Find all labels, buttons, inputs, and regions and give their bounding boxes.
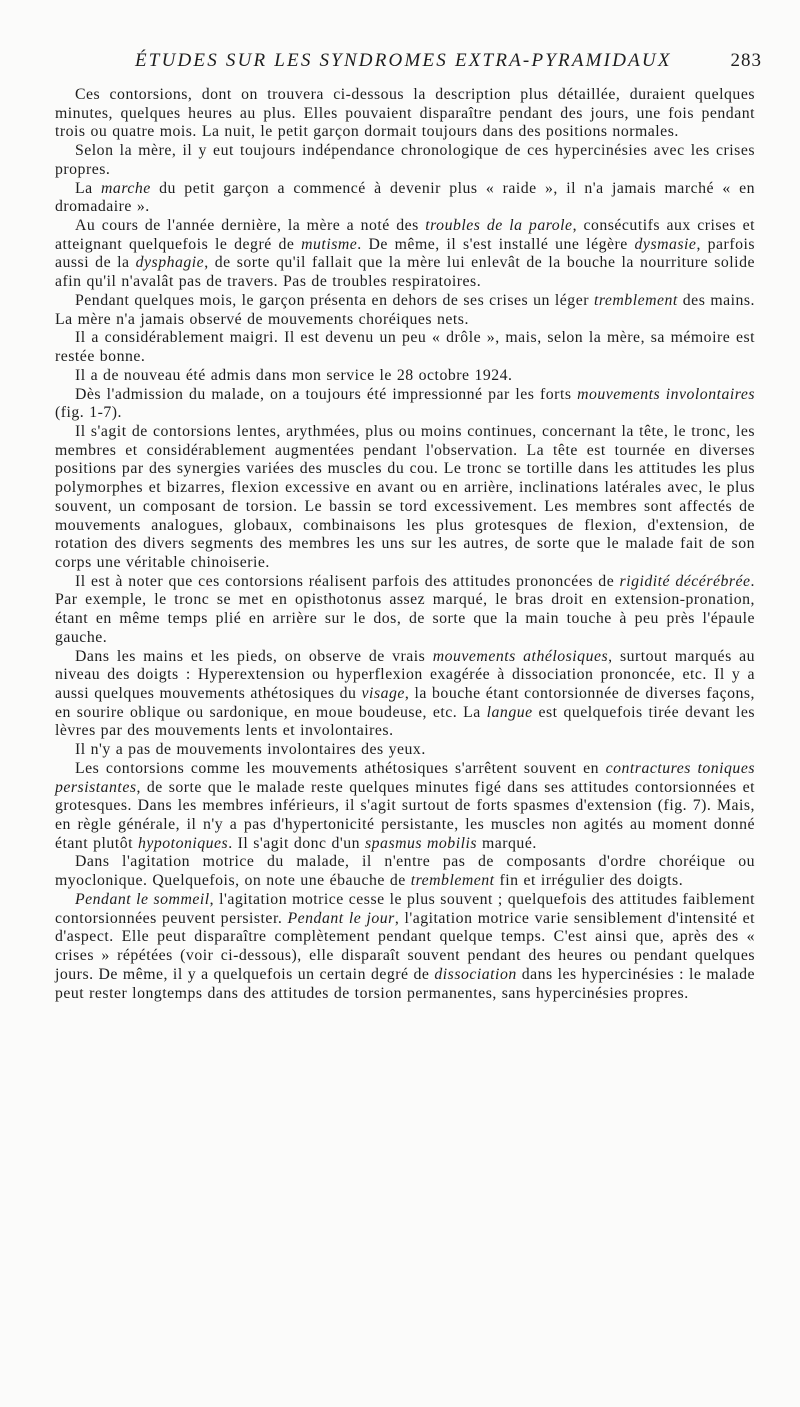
italic-term: spasmus mobilis xyxy=(365,834,478,852)
text-run: Il a considérablement maigri. Il est devenu un peu « drôle », mais, selon la mère, sa mémoire est restée bonne. xyxy=(55,329,755,366)
paragraph-tonic-contractures xyxy=(55,760,755,854)
paragraph-athetosic-movements xyxy=(55,648,755,742)
paragraph-weight-loss xyxy=(55,329,755,366)
italic-term: Pendant le jour xyxy=(287,909,395,927)
text-run: La xyxy=(75,179,102,197)
text-run: (fig. 1-7). xyxy=(55,404,122,422)
text-run: Dans l'agitation motrice du malade, il n'entre pas de composants d'ordre choréique ou myoclonique. Quelquefois, on note une ébauche de xyxy=(55,853,755,890)
paragraph-tremor xyxy=(55,292,755,329)
text-run: Dès l'admission du malade, on a toujours été impressionné par les forts xyxy=(75,385,578,403)
text-run: Il n'y a pas de mouvements involontaires des yeux. xyxy=(75,741,426,759)
text-run: fin et irrégulier des doigts. xyxy=(494,872,684,890)
italic-term: visage xyxy=(361,685,405,702)
text-run: , surtout marqués au niveau des doigts : Hyperextension ou hyperflexion exagérée à dissociation prononcée, etc. Il y a aussi quelques mouvements athétosiques du xyxy=(55,647,755,702)
italic-term: tremblement xyxy=(593,291,678,309)
paragraph-decerebrate-rigidity xyxy=(55,573,755,648)
text-run: Pendant quelques mois, le garçon présenta en dehors de ses crises un léger xyxy=(75,291,594,309)
text-run: Il s'agit de contorsions lentes, arythmées, plus ou moins continues, concernant la tête, le tronc, les membres et considérablement augmentées pendant l'observation. La tête est tournée en diverses positions par des synergies variées des muscles du cou. Le tronc se tortille dans les attitudes les plus polymorphes et bizarres, flexion excessive en avant ou en arrière, inclinations latérales avec, le plus souvent, un composant de torsion. Le bassin se tord excessivement. Les membres sont affectés de mouvements analogues, globaux, combinaisons les plus grotesques de flexion, d'extension, de rotation des divers segments des membres les uns sur les autres, de sorte que le malade fait de son corps une véritable chinoiserie. xyxy=(55,422,755,571)
italic-term: mouvements involontaires xyxy=(577,385,756,403)
text-run: , l'agitation motrice cesse le plus souvent ; quelquefois des attitudes faiblement contorsionnées peuvent persister. xyxy=(55,890,755,927)
text-run: , parfois aussi de la xyxy=(55,235,756,272)
text-run: . De même, il s'est installé une légère xyxy=(357,235,635,253)
italic-term: mutisme xyxy=(301,235,358,253)
text-run: , de sorte que le malade reste quelques minutes figé dans ses attitudes contorsionnées et grotesques. Dans les membres inférieurs, il s'agit surtout de forts spasmes d'extension (fig. 7). Mais, en règle générale, il n'y a pas d'hypertonicité persistante, les muscles non agités au moment donné étant plutôt xyxy=(55,778,755,852)
paragraph-contorsions-duration xyxy=(55,86,755,142)
paragraph-eye-movements xyxy=(55,741,755,760)
paragraph-contorsions-description xyxy=(55,423,755,573)
italic-term: marche xyxy=(101,179,151,197)
text-run: Il est à noter que ces contorsions réalisent parfois des attitudes prononcées de xyxy=(75,572,620,590)
italic-term: dysmasie xyxy=(634,235,697,253)
text-run: est quelquefois tirée devant les lèvres par des mouvements lents et involontaires. xyxy=(55,703,755,740)
running-title: ÉTUDES SUR LES SYNDROMES EXTRA-PYRAMIDAUX xyxy=(135,50,672,71)
italic-term: contractures toniques persistantes xyxy=(55,759,755,796)
italic-term: tremblement xyxy=(410,872,495,890)
italic-term: Pendant le sommeil xyxy=(75,890,210,908)
paragraph-motor-agitation xyxy=(55,853,755,890)
text-run: du petit garçon a commencé à devenir plus « raide », il n'a jamais marché « en dromadaire ». xyxy=(55,179,755,216)
italic-term: mouvements athélosiques xyxy=(432,647,609,665)
paragraph-admission-date xyxy=(55,367,755,386)
paragraph-speech-troubles xyxy=(55,217,755,292)
italic-term: dysphagie xyxy=(135,254,205,272)
text-run: Il a de nouveau été admis dans mon service le 28 octobre 1924. xyxy=(75,366,513,384)
text-run: , consécutifs aux crises et atteignant quelquefois le degré de xyxy=(55,217,755,253)
page-number: 283 xyxy=(730,50,762,71)
text-run: , de sorte qu'il fallait que la mère lui enlevât de la bouche la nourriture solide afin qu'il n'avalât pas de travers. Pas de troubles respiratoires. xyxy=(55,254,755,291)
text-run: Au cours de l'année dernière, la mère a noté des xyxy=(75,217,426,235)
italic-term: rigidité décérébrée xyxy=(619,572,751,590)
body-text xyxy=(55,86,755,1003)
italic-term: langue xyxy=(486,703,533,721)
text-run: Les contorsions comme les mouvements athétosiques s'arrêtent souvent en xyxy=(75,759,606,777)
text-run: Dans les mains et les pieds, on observe de vrais xyxy=(75,647,433,665)
text-run: . Il s'agit donc d'un xyxy=(228,834,365,852)
paragraph-sleep-and-day xyxy=(55,891,755,1003)
paragraph-gait xyxy=(55,180,755,217)
text-run: dans les hypercinésies : le malade peut rester longtemps dans des attitudes de torsion permanentes, sans hypercinésies propres. xyxy=(55,965,755,1002)
text-run: , l'agitation motrice varie sensiblement d'intensité et d'aspect. Elle peut disparaître complètement pendant quelque temps. C'est ainsi que, après des « crises » répétées (voir ci-dessous), elle disparaît souvent pendant des heures ou pendant quelques jours. De même, il y a quelquefois un certain degré de xyxy=(55,909,755,983)
text-run: Selon la mère, il y eut toujours indépendance chronologique de ces hypercinésies avec les crises propres. xyxy=(55,142,755,178)
text-run: marqué. xyxy=(477,834,537,852)
italic-term: dissociation xyxy=(434,965,517,983)
italic-term: hypotoniques xyxy=(137,834,229,852)
text-run: . Par exemple, le tronc se met en opisthotonus assez marqué, le bras droit en extension-pronation, étant en même temps plié en arrière sur le dos, de sorte que la main touche à peu près l'épaule gauche. xyxy=(55,572,755,646)
text-run: , la bouche étant contorsionnée de diverses façons, en sourire oblique ou sardonique, en moue boudeuse, etc. La xyxy=(55,685,755,721)
paragraph-involuntary-movements xyxy=(55,386,755,423)
text-run: Ces contorsions, dont on trouvera ci-dessous la description plus détaillée, duraient quelques minutes, quelques heures au plus. Elles pouvaient disparaître pendant des jours, une fois pendant trois ou quatre mois. La nuit, le petit garçon dormait toujours dans des positions normales. xyxy=(55,86,755,141)
text-run: des mains. La mère n'a jamais observé de mouvements choréiques nets. xyxy=(55,291,755,328)
italic-term: troubles de la parole xyxy=(425,217,573,235)
running-head xyxy=(55,50,762,78)
paragraph-chronological-independence xyxy=(55,142,755,179)
